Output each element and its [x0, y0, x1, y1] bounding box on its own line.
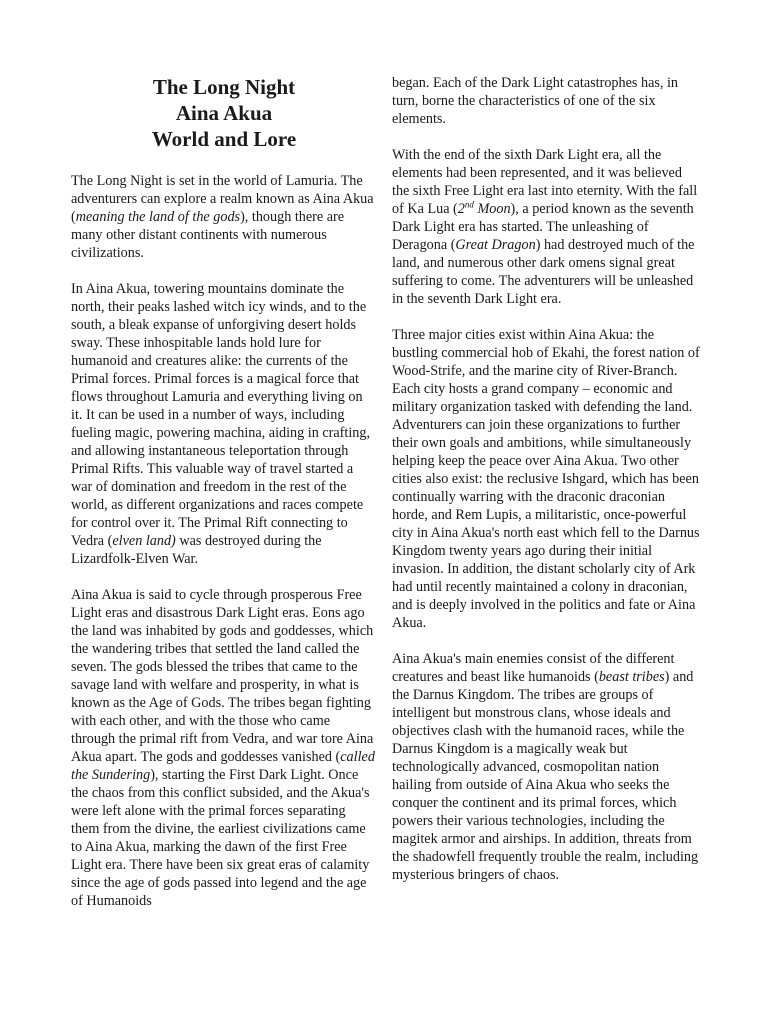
paragraph-enemies: Aina Akua's main enemies consist of the different creatures and beast like humanoids (beast tribes) and the Darnus Kingdom. The tribes are groups of intelligent but monstrous clans, whose ideals and objectives clash with the humanoid races, while the Darnus Kingdom is a magically weak but technologically advanced, cosmopolitan nation hailing from outside of Aina Akua who seeks the conquer the continent and its primal forces, which powers their various technologies, including the magitek armor and airships. In addition, threats from the shadowfell frequently trouble the realm, including mysterious bringers of chaos.	[392, 651, 699, 883]
title-line-3: World and Lore	[151, 127, 297, 151]
paragraph-seventh-era: With the end of the sixth Dark Light era, all the elements had been represented, and it was believed the sixth Free Light era last into eternity. With the fall of Ka Lua (2nd Moon), a period known as the seventh Dark Light era has started. The unleashing of Deragona (Great Dragon) had destroyed much of the land, and numerous other dark omens signal great suffering to come. The adventurers will be unleashed in the seventh Dark Light era.	[392, 147, 698, 307]
paragraph-eras-continued: began. Each of the Dark Light catastrophes has, in turn, borne the characteristics of one of the six elements.	[392, 75, 679, 127]
paragraph-cities: Three major cities exist within Aina Akua: the bustling commercial hob of Ekahi, the forest nation of Wood-Strife, and the marine city of River-Branch. Each city hosts a grand company – economic and military organization tasked with defending the land. Adventurers can join these organizations to further their own goals and ambitions, while simultaneously helping keep the peace over Aina Akua. Two other cities also exist: the reclusive Ishgard, which has been continually warring with the draconic draconian horde, and Rem Lupis, a militaristic, once-powerful city in Aina Akua's north east which fell to the Darnus Kingdom twenty years ago during their initial invasion. In addition, the distant scholarly city of Ark had until recently maintained a colony in draconian, and is deeply involved in the politics and fate or Aina Akua.	[392, 327, 700, 631]
title-line-2: Aina Akua	[175, 101, 273, 125]
title-line-1: The Long Night	[152, 75, 296, 99]
paragraph-primal-forces: In Aina Akua, towering mountains dominate the north, their peaks lashed witch icy winds, and to the south, a bleak expanse of unforgiving desert holds sway. These inhospitable lands hold lure for humanoid and creatures alike: the currents of the Primal forces. Primal forces is a magical force that flows throughout Lamuria and everything living on it. It can be used in a number of ways, including fueling magic, powering machina, aiding in crafting, and allowing instantaneous teleportation through Primal Rifts. This valuable way of travel started a war of domination and freedom in the rest of the world, as different organizations and races compete for control over it. The Primal Rift connecting to Vedra (elven land) was destroyed during the Lizardfolk-Elven War.	[71, 281, 371, 567]
paragraph-eras: Aina Akua is said to cycle through prosperous Free Light eras and disastrous Dark Light eras. Eons ago the land was inhabited by gods and goddesses, which the wandering tribes that settled the land called the seven. The gods blessed the tribes that came to the savage land with welfare and prosperity, in what is known as the Age of Gods. The tribes began fighting with each other, and with the those who came through the primal rift from Vedra, and war tore Aina Akua apart. The gods and goddesses vanished (called the Sundering), starting the First Dark Light. Once the chaos from this conflict subsided, and the Akua's were left alone with the primal forces separating them from the divine, the earliest civilizations came to Aina Akua, marking the dawn of the first Free Light era. There have been six great eras of calamity since the age of gods passed into legend and the age of Humanoids	[71, 587, 375, 909]
left-column	[71, 0, 377, 910]
right-column	[392, 0, 702, 884]
page-title	[71, 74, 377, 152]
paragraph-intro: The Long Night is set in the world of Lamuria. The adventurers can explore a realm known as Aina Akua (meaning the land of the gods), though there are many other distant continents with numerous civilizations.	[71, 173, 374, 261]
